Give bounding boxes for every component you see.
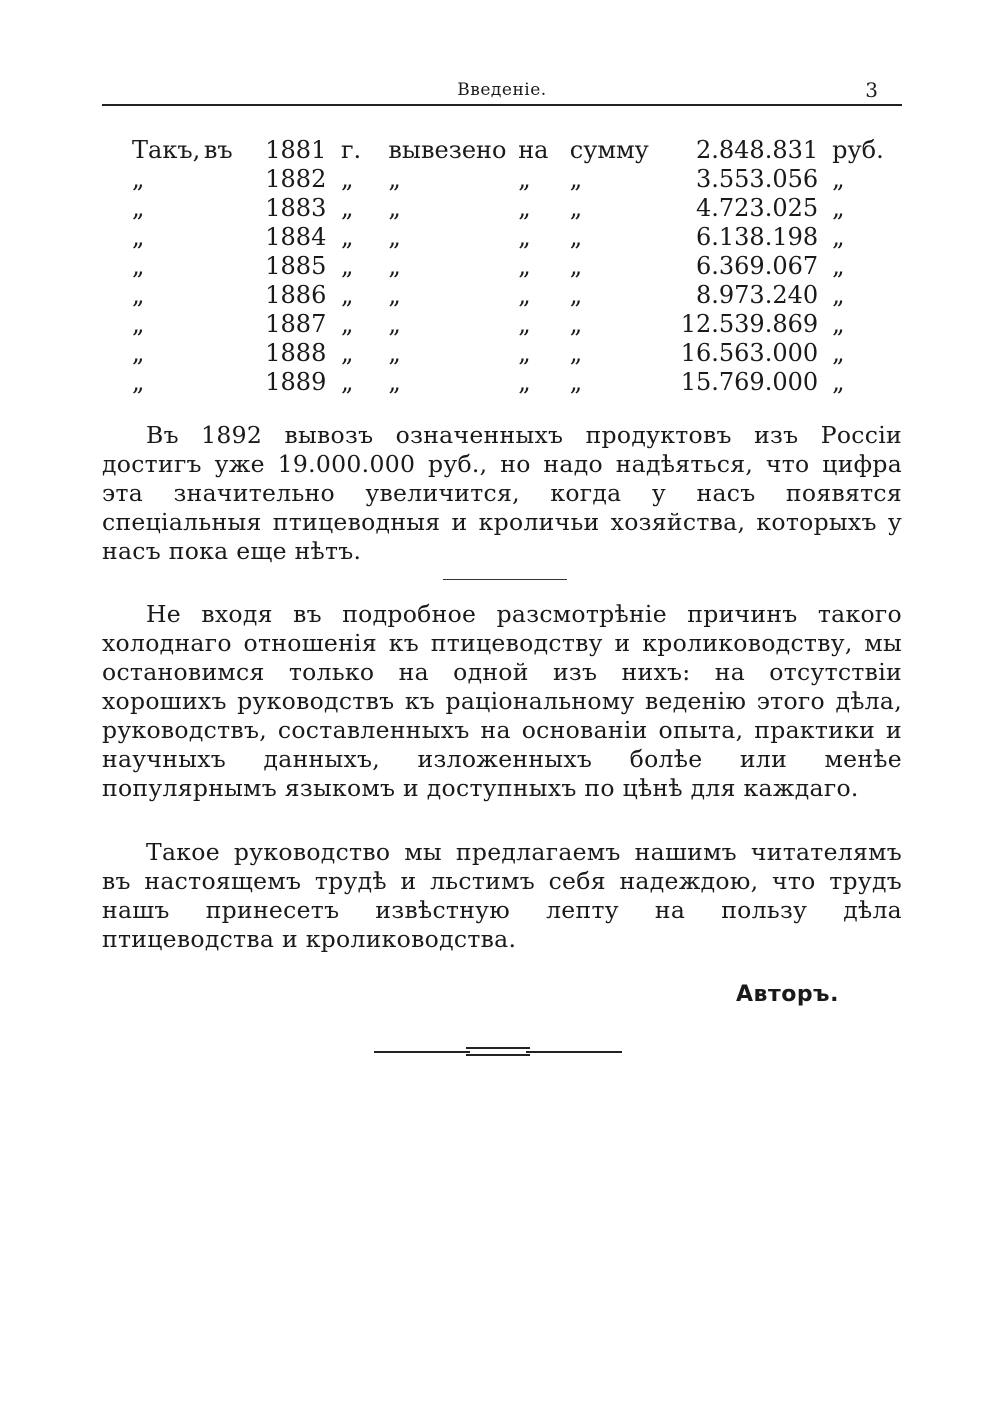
- row-label-ditto: „: [132, 252, 145, 280]
- section-divider: [443, 579, 567, 580]
- row-verb-ditto: „: [388, 165, 401, 193]
- ornament-line-left: [374, 1051, 470, 1053]
- row-summa-ditto: „: [569, 281, 583, 309]
- table-row: [132, 223, 892, 252]
- row-na-ditto: „: [518, 165, 531, 193]
- row-verb-ditto: „: [388, 368, 401, 396]
- row-label-ditto: „: [132, 339, 145, 367]
- row-year: 1882: [265, 165, 327, 193]
- row-preposition: [204, 281, 265, 310]
- row-amount: 4.723.025: [695, 194, 819, 222]
- paragraph-text: Не входя въ подробное разсмотрѣніе причинъ такого холоднаго отношенія къ птицеводству и кролиководству, мы остановимся только на одной изъ нихъ: на отсутствіи хорошихъ руководствъ къ раціональному веденію этого дѣла, руководствъ, составленныхъ на основаніи опыта, практики и научныхъ данныхъ, изложенныхъ болѣе или менѣе популярнымъ языкомъ и доступныхъ по цѣнѣ для каждаго.: [102, 600, 902, 802]
- row-verb-ditto: „: [388, 310, 401, 338]
- row-preposition: [204, 368, 265, 397]
- row-year-unit: г.: [340, 136, 362, 164]
- row-amount: 15.769.000: [680, 368, 819, 396]
- row-label-ditto: „: [132, 310, 145, 338]
- paragraph-text: Въ 1892 вывозъ означенныхъ продуктовъ изъ Россіи достигъ уже 19.000.000 руб., но надо надѣяться, что цифра эта значительно увеличится, когда у насъ появятся спеціальныя птицеводныя и кроличьи хозяйства, которыхъ у насъ пока еще нѣтъ.: [102, 421, 902, 565]
- row-preposition: [204, 223, 265, 252]
- row-unit-ditto: „: [832, 310, 845, 338]
- row-preposition: [204, 194, 265, 223]
- row-year-unit-ditto: „: [340, 223, 354, 251]
- row-na: на: [518, 136, 549, 164]
- header-rule: [102, 104, 902, 106]
- row-year: 1884: [265, 223, 327, 251]
- row-year: 1885: [265, 252, 327, 280]
- ornament-center-bar: [466, 1047, 530, 1056]
- row-preposition: [204, 339, 265, 368]
- paragraph-text: Такое руководство мы предлагаемъ нашимъ читателямъ въ настоящемъ трудѣ и льстимъ себя надеждою, что трудъ нашъ принесетъ извѣстную лепту на пользу дѣла птицеводства и кролиководства.: [102, 838, 902, 953]
- row-year: 1888: [265, 339, 327, 367]
- row-label-ditto: „: [132, 223, 145, 251]
- row-year-unit-ditto: „: [340, 339, 354, 367]
- row-unit-ditto: „: [832, 223, 845, 251]
- table-row: [132, 194, 892, 223]
- paragraph-offer: [102, 838, 902, 954]
- row-unit-ditto: „: [832, 368, 845, 396]
- paragraph-reasons: [102, 600, 902, 803]
- row-verb-ditto: „: [388, 252, 401, 280]
- row-year: 1887: [265, 310, 327, 338]
- row-na-ditto: „: [518, 252, 531, 280]
- row-year: 1881: [265, 136, 327, 164]
- row-summa-ditto: „: [569, 194, 583, 222]
- row-unit-ditto: „: [832, 252, 845, 280]
- row-label: Такъ,: [132, 136, 201, 164]
- running-title: Введеніе.: [457, 80, 547, 100]
- page-number: 3: [865, 78, 878, 102]
- row-na-ditto: „: [518, 281, 531, 309]
- end-ornament: [374, 1045, 622, 1059]
- row-verb-ditto: „: [388, 194, 401, 222]
- ornament-line-right: [526, 1051, 622, 1053]
- table-row: [132, 339, 892, 368]
- row-amount: 6.369.067: [695, 252, 819, 280]
- row-label-ditto: „: [132, 368, 145, 396]
- row-na-ditto: „: [518, 310, 531, 338]
- page-header: [102, 78, 902, 104]
- row-na-ditto: „: [518, 223, 531, 251]
- row-preposition: въ: [203, 136, 233, 164]
- row-amount: 16.563.000: [680, 339, 819, 367]
- row-year: 1889: [265, 368, 327, 396]
- author-signature: Авторъ.: [736, 982, 839, 1007]
- row-year-unit-ditto: „: [340, 165, 354, 193]
- table-row: [132, 310, 892, 339]
- row-summa-ditto: „: [569, 310, 583, 338]
- table-row: [132, 252, 892, 281]
- row-preposition: [204, 165, 265, 194]
- export-table-body: [132, 136, 892, 397]
- table-row: [132, 281, 892, 310]
- row-verb-ditto: „: [388, 339, 401, 367]
- row-unit: руб.: [832, 136, 884, 164]
- row-amount: 12.539.869: [680, 310, 819, 338]
- row-preposition: [204, 310, 265, 339]
- row-amount: 6.138.198: [695, 223, 819, 251]
- row-unit-ditto: „: [832, 165, 845, 193]
- row-unit-ditto: „: [832, 281, 845, 309]
- row-summa-ditto: „: [569, 165, 583, 193]
- paragraph-export-1892: [102, 421, 902, 566]
- row-year: 1883: [265, 194, 327, 222]
- row-verb-ditto: „: [388, 223, 401, 251]
- row-summa-ditto: „: [569, 252, 583, 280]
- row-unit-ditto: „: [832, 194, 845, 222]
- row-na-ditto: „: [518, 194, 531, 222]
- row-verb-ditto: „: [388, 281, 401, 309]
- row-na-ditto: „: [518, 339, 531, 367]
- row-year-unit-ditto: „: [340, 252, 354, 280]
- row-amount: 8.973.240: [695, 281, 819, 309]
- row-year-unit-ditto: „: [340, 368, 354, 396]
- row-unit-ditto: „: [832, 339, 845, 367]
- row-verb: вывезено: [388, 136, 507, 164]
- row-label-ditto: „: [132, 194, 145, 222]
- row-summa-ditto: „: [569, 368, 583, 396]
- row-summa-ditto: „: [569, 223, 583, 251]
- row-summa: сумму: [569, 136, 649, 164]
- row-amount: 3.553.056: [695, 165, 819, 193]
- row-preposition: [204, 252, 265, 281]
- row-label-ditto: „: [132, 281, 145, 309]
- row-summa-ditto: „: [569, 339, 583, 367]
- row-amount: 2.848.831: [695, 136, 819, 164]
- row-na-ditto: „: [518, 368, 531, 396]
- export-table: [132, 136, 892, 397]
- table-row: [132, 136, 892, 165]
- row-year-unit-ditto: „: [340, 194, 354, 222]
- row-year-unit-ditto: „: [340, 310, 354, 338]
- row-year: 1886: [265, 281, 327, 309]
- table-row: [132, 165, 892, 194]
- row-year-unit-ditto: „: [340, 281, 354, 309]
- row-label-ditto: „: [132, 165, 145, 193]
- table-row: [132, 368, 892, 397]
